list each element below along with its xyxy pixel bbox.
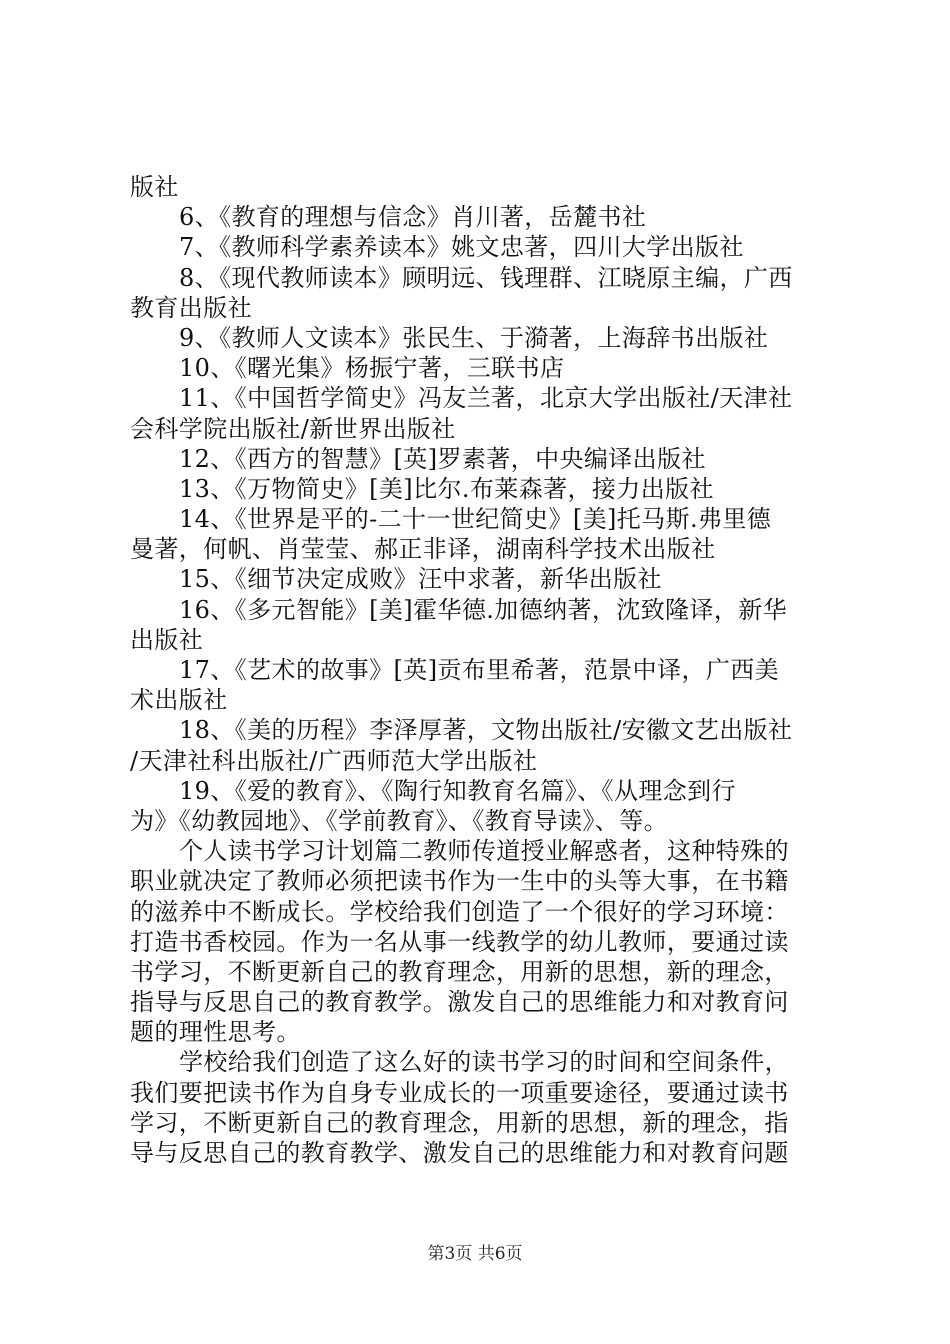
text-line: 的滋养中不断成长。学校给我们创造了一个很好的学习环境：	[130, 897, 789, 926]
text-line: 19、《爱的教育》、《陶行知教育名篇》、《从理念到行	[179, 776, 736, 805]
text-line: 学校给我们创造了这么好的读书学习的时间和空间条件，	[179, 1048, 789, 1077]
text-line: 11、《中国哲学简史》冯友兰著，北京大学出版社/天津社	[179, 384, 793, 413]
text-line: 出版社	[130, 625, 204, 654]
text-line: 导与反思自己的教育教学、激发自己的思维能力和对教育问题	[130, 1139, 789, 1167]
text-line: 曼著，何帆、肖莹莹、郝正非译，湖南科学技术出版社	[130, 535, 716, 564]
text-line: 会科学院出版社/新世界出版社	[130, 414, 456, 443]
text-line: 书学习，不断更新自己的教育理念，用新的思想，新的理念，	[130, 957, 789, 986]
text-line: 16、《多元智能》[美]霍华德.加德纳著，沈致隆译，新华	[179, 595, 788, 624]
text-line: 9、《教师人文读本》张民生、于漪著，上海辞书出版社	[179, 323, 769, 352]
text-line: 打造书香校园。作为一名从事一线教学的幼儿教师，要通过读	[130, 927, 789, 956]
text-line: 14、《世界是平的-二十一世纪简史》[美]托马斯.弗里德	[179, 505, 772, 534]
text-line: 术出版社	[130, 686, 228, 715]
text-line: 6、《教育的理想与信念》肖川著，岳麓书社	[179, 203, 647, 232]
text-line: 教育出版社	[130, 293, 252, 322]
page-footer: 第3页 共6页	[427, 1244, 523, 1264]
text-line: 个人读书学习计划篇二教师传道授业解惑者，这种特殊的	[179, 837, 789, 866]
text-line: 7、《教师科学素养读本》姚文忠著，四川大学出版社	[179, 233, 744, 262]
text-line: 职业就决定了教师必须把读书作为一生中的头等大事，在书籍	[130, 867, 789, 896]
text-line: 我们要把读书作为自身专业成长的一项重要途径，要通过读书	[130, 1078, 789, 1107]
text-line: 学习，不断更新自己的教育理念，用新的思想，新的理念，指	[130, 1108, 789, 1137]
text-line: 12、《西方的智慧》[英]罗素著，中央编译出版社	[179, 444, 706, 473]
text-line: 为》《幼教园地》、《学前教育》、《教育导读》、等。	[130, 806, 668, 835]
text-line: 10、《曙光集》杨振宁著，三联书店	[179, 354, 565, 383]
text-line: 题的理性思考。	[130, 1018, 301, 1047]
text-line: 8、《现代教师读本》顾明远、钱理群、江晓原主编，广西	[179, 263, 793, 292]
text-line: 18、《美的历程》李泽厚著，文物出版社/安徽文艺出版社	[179, 716, 793, 745]
text-line: 13、《万物简史》[美]比尔.布莱森著，接力出版社	[179, 474, 714, 503]
text-line: 17、《艺术的故事》[英]贡布里希著，范景中译，广西美	[179, 656, 780, 684]
text-line: 指导与反思自己的教育教学。激发自己的思维能力和对教育问	[130, 988, 789, 1017]
document-body	[130, 172, 832, 1168]
text-line: 15、《细节决定成败》汪中求著，新华出版社	[179, 565, 662, 594]
text-line: /天津社科出版社/广西师范大学出版社	[130, 746, 538, 775]
text-line: 版社	[130, 173, 179, 201]
